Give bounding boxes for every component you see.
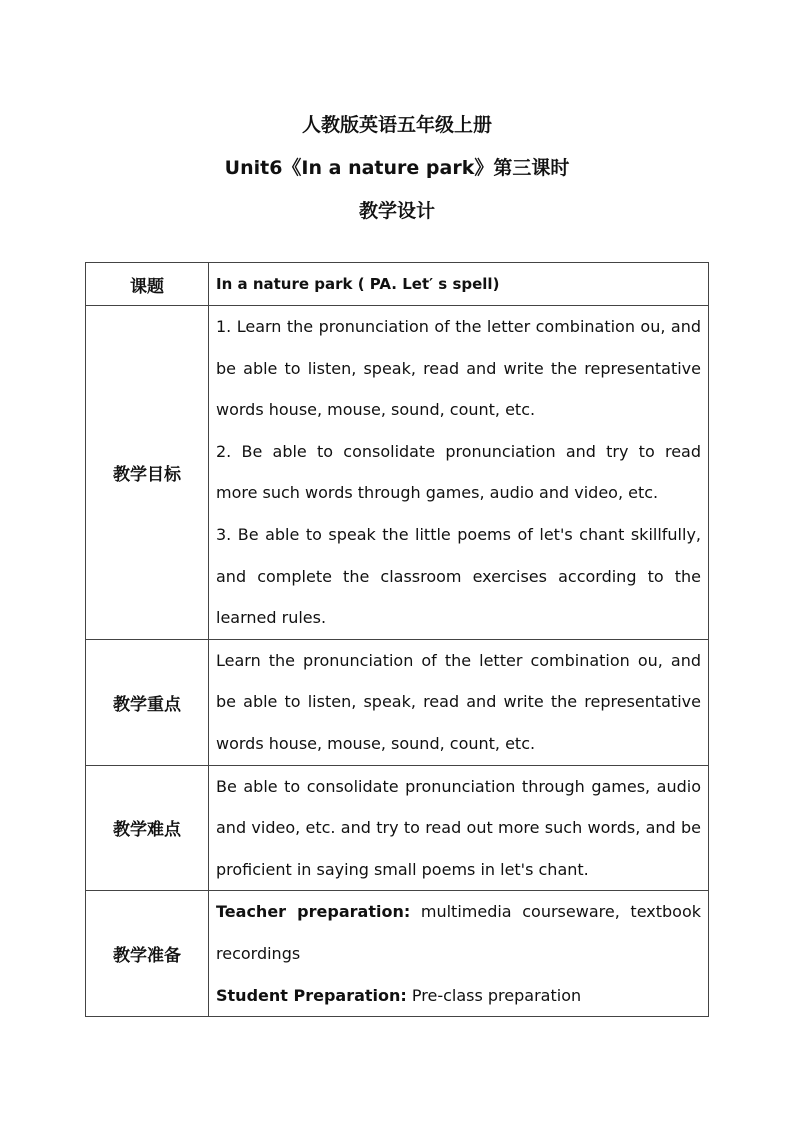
- table-row-difficulties: [86, 765, 709, 891]
- preparation-label: 教学准备: [86, 891, 209, 1017]
- header-line-1: 人教版英语五年级上册: [301, 114, 492, 136]
- goals-content: [209, 306, 709, 640]
- difficulties-value: Be able to consolidate pronunciation through games, audio and video, etc. and try to read out more such words, and be proficient in saying small poems in let's chant.: [209, 765, 709, 891]
- goals-label: 教学目标: [86, 306, 209, 640]
- topic-label: 课题: [86, 263, 209, 306]
- document-header: [0, 104, 794, 233]
- table-row-topic: [86, 263, 709, 306]
- table-row-goals: [86, 306, 709, 640]
- student-preparation-label: Student Preparation:: [216, 985, 407, 1005]
- teacher-preparation-label: Teacher preparation:: [216, 902, 411, 922]
- student-preparation: [216, 975, 701, 1017]
- difficulties-label: 教学难点: [86, 765, 209, 891]
- goal-item-1: 1. Learn the pronunciation of the letter combination ou, and be able to listen, speak, read and write the representative words house, mouse, sound, count, etc.: [216, 317, 701, 420]
- student-preparation-value: Pre-class preparation: [406, 985, 582, 1005]
- key-points-value: Learn the pronunciation of the letter combination ou, and be able to listen, speak, read and write the representative words house, mouse, sound, count, etc.: [209, 639, 709, 765]
- table-row-preparation: [86, 891, 709, 1017]
- teacher-preparation: [216, 891, 701, 974]
- key-points-label: 教学重点: [86, 639, 209, 765]
- preparation-content: [209, 891, 709, 1017]
- topic-value: In a nature park ( PA. Let′ s spell): [209, 263, 709, 306]
- lesson-plan-table: [85, 262, 709, 1017]
- header-line-3: 教学设计: [358, 200, 435, 222]
- goal-item-2: 2. Be able to consolidate pronunciation and try to read more such words through games, audio and video, etc.: [216, 441, 701, 503]
- teacher-preparation-value: multimedia courseware, textbook recordings: [216, 902, 702, 963]
- header-line-2: Unit6《In a nature park》第三课时: [224, 157, 570, 179]
- table-row-key-points: [86, 639, 709, 765]
- goal-item-3: 3. Be able to speak the little poems of let's chant skillfully, and complete the classroom exercises according to the learned rules.: [216, 524, 701, 628]
